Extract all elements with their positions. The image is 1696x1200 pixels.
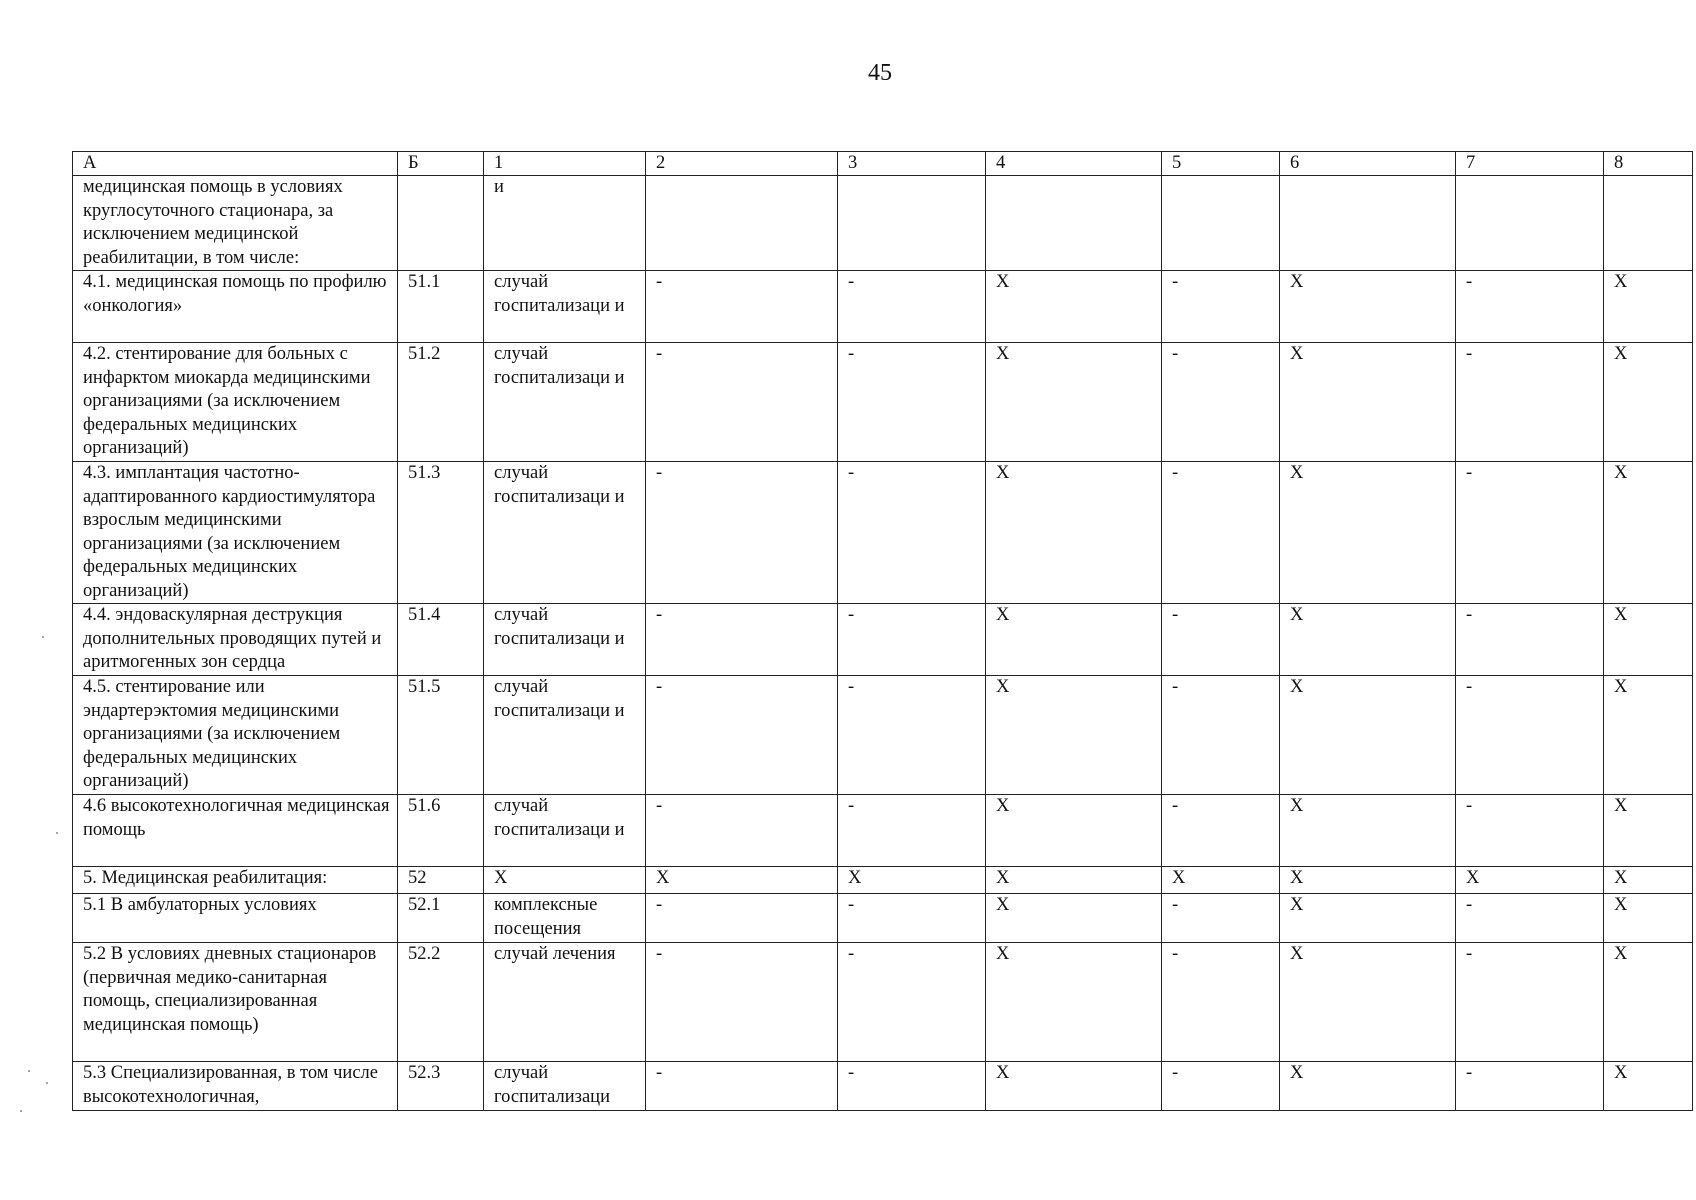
header-cell: 1 (484, 152, 646, 176)
table-row (73, 867, 1693, 894)
row-unit: X (484, 867, 646, 894)
header-cell: А (73, 152, 398, 176)
table-cell: - (646, 943, 838, 1062)
table-row (73, 676, 1693, 795)
row-code: 52.2 (398, 943, 484, 1062)
row-code: 51.2 (398, 343, 484, 462)
row-unit: случай госпитализаци и (484, 271, 646, 343)
table-cell: - (1162, 271, 1280, 343)
table-cell: X (1280, 943, 1456, 1062)
table-cell: X (838, 867, 986, 894)
row-code: 51.1 (398, 271, 484, 343)
table-cell: X (1604, 795, 1693, 867)
table-row (73, 943, 1693, 1062)
scan-speck (46, 1082, 48, 1084)
table-cell: - (1162, 943, 1280, 1062)
table-row (73, 271, 1693, 343)
table-cell: - (1456, 462, 1604, 604)
table-cell (838, 176, 986, 271)
table-row (73, 343, 1693, 462)
table-cell: - (838, 604, 986, 676)
table-cell: X (986, 604, 1162, 676)
table-cell: - (1456, 676, 1604, 795)
table-cell: - (1456, 943, 1604, 1062)
table-cell: X (1280, 867, 1456, 894)
table-cell: X (646, 867, 838, 894)
table-cell: X (1162, 867, 1280, 894)
header-cell: 4 (986, 152, 1162, 176)
row-label: 4.3. имплантация частотно-адаптированного кардиостимулятора взрослым медицинскими организациями (за исключением федеральных медицинских организаций) (73, 462, 398, 604)
table-cell: - (838, 795, 986, 867)
scan-speck (20, 1110, 22, 1112)
header-cell: 5 (1162, 152, 1280, 176)
table-cell: X (986, 676, 1162, 795)
table-cell: - (646, 271, 838, 343)
row-label: 5. Медицинская реабилитация: (73, 867, 398, 894)
row-code (398, 176, 484, 271)
table-body (73, 176, 1693, 1111)
table-cell: X (1280, 604, 1456, 676)
row-code: 52.1 (398, 894, 484, 943)
header-cell: Б (398, 152, 484, 176)
table-row (73, 176, 1693, 271)
row-unit: комплексные посещения (484, 894, 646, 943)
table-cell (646, 176, 838, 271)
scan-speck (28, 1070, 30, 1072)
row-code: 51.4 (398, 604, 484, 676)
table-cell: - (646, 894, 838, 943)
table-cell: - (1162, 894, 1280, 943)
table-cell: X (1604, 943, 1693, 1062)
row-unit: случай госпитализаци и (484, 343, 646, 462)
row-code: 51.3 (398, 462, 484, 604)
table-cell: - (646, 1062, 838, 1111)
row-code: 51.5 (398, 676, 484, 795)
header-cell: 8 (1604, 152, 1693, 176)
scan-speck (42, 636, 44, 638)
row-label: 4.5. стентирование или эндартерэктомия медицинскими организациями (за исключением федеральных медицинских организаций) (73, 676, 398, 795)
table-cell: - (1456, 1062, 1604, 1111)
row-unit: случай лечения (484, 943, 646, 1062)
table-cell: X (986, 343, 1162, 462)
row-code: 52 (398, 867, 484, 894)
table-cell: - (838, 343, 986, 462)
table-cell: - (1162, 795, 1280, 867)
row-label: 5.3 Специализированная, в том числе высокотехнологичная, (73, 1062, 398, 1111)
table-cell: - (1162, 343, 1280, 462)
header-cell: 7 (1456, 152, 1604, 176)
row-label: 5.1 В амбулаторных условиях (73, 894, 398, 943)
table-cell: X (1604, 676, 1693, 795)
row-label: 5.2 В условиях дневных стационаров (первичная медико-санитарная помощь, специализированная медицинская помощь) (73, 943, 398, 1062)
table-cell: - (1456, 271, 1604, 343)
table-cell: - (1456, 604, 1604, 676)
row-unit: случай госпитализаци и (484, 462, 646, 604)
table-cell: - (646, 795, 838, 867)
table-cell: - (838, 676, 986, 795)
table-cell: - (1162, 676, 1280, 795)
table-row (73, 894, 1693, 943)
row-unit: случай госпитализаци и (484, 795, 646, 867)
scan-speck (56, 832, 58, 834)
table-cell: - (1456, 343, 1604, 462)
row-label: 4.1. медицинская помощь по профилю «онкология» (73, 271, 398, 343)
table-row (73, 795, 1693, 867)
table-cell: - (646, 676, 838, 795)
table-cell: - (646, 604, 838, 676)
table-cell (986, 176, 1162, 271)
header-row (73, 152, 1693, 176)
table-cell: X (986, 271, 1162, 343)
table-cell: - (1162, 604, 1280, 676)
row-label: медицинская помощь в условиях круглосуточного стационара, за исключением медицинской реабилитации, в том числе: (73, 176, 398, 271)
row-label: 4.4. эндоваскулярная деструкция дополнительных проводящих путей и аритмогенных зон сердца (73, 604, 398, 676)
table-cell: X (1280, 343, 1456, 462)
table-cell (1162, 176, 1280, 271)
table-cell: X (986, 1062, 1162, 1111)
table-cell: X (1604, 604, 1693, 676)
table-cell: - (838, 271, 986, 343)
row-code: 51.6 (398, 795, 484, 867)
table-cell: - (838, 943, 986, 1062)
table-cell: X (1280, 271, 1456, 343)
table-cell: - (1456, 795, 1604, 867)
table-row (73, 1062, 1693, 1111)
row-code: 52.3 (398, 1062, 484, 1111)
table-row (73, 462, 1693, 604)
table-cell: X (1604, 271, 1693, 343)
table-cell: - (838, 462, 986, 604)
table-cell: - (838, 1062, 986, 1111)
table-cell: X (1280, 894, 1456, 943)
table-cell: X (1280, 676, 1456, 795)
data-table (72, 151, 1693, 1111)
table-cell: - (1162, 462, 1280, 604)
table-cell (1604, 176, 1693, 271)
table-cell: X (1604, 894, 1693, 943)
table-cell: - (1162, 1062, 1280, 1111)
table-cell: X (986, 867, 1162, 894)
table-cell (1456, 176, 1604, 271)
table-cell: X (1604, 1062, 1693, 1111)
header-cell: 6 (1280, 152, 1456, 176)
row-unit: случай госпитализаци (484, 1062, 646, 1111)
table-cell: X (1280, 1062, 1456, 1111)
page-number: 45 (868, 60, 892, 86)
table-row (73, 604, 1693, 676)
table-cell: X (986, 795, 1162, 867)
header-cell: 3 (838, 152, 986, 176)
table-cell: X (1456, 867, 1604, 894)
row-unit: случай госпитализаци и (484, 676, 646, 795)
table-cell: - (646, 343, 838, 462)
table-cell: X (1280, 795, 1456, 867)
row-unit: и (484, 176, 646, 271)
table-cell: X (986, 462, 1162, 604)
row-label: 4.2. стентирование для больных с инфарктом миокарда медицинскими организациями (за исключением федеральных медицинских организаций) (73, 343, 398, 462)
table-cell: - (1456, 894, 1604, 943)
table-cell: - (838, 894, 986, 943)
table-cell: X (986, 894, 1162, 943)
table-cell: X (1280, 462, 1456, 604)
table-cell: X (1604, 343, 1693, 462)
row-label: 4.6 высокотехнологичная медицинская помощь (73, 795, 398, 867)
table-cell: X (1604, 867, 1693, 894)
table-cell: - (646, 462, 838, 604)
table-cell: X (1604, 462, 1693, 604)
table-cell: X (986, 943, 1162, 1062)
table-cell (1280, 176, 1456, 271)
row-unit: случай госпитализаци и (484, 604, 646, 676)
header-cell: 2 (646, 152, 838, 176)
